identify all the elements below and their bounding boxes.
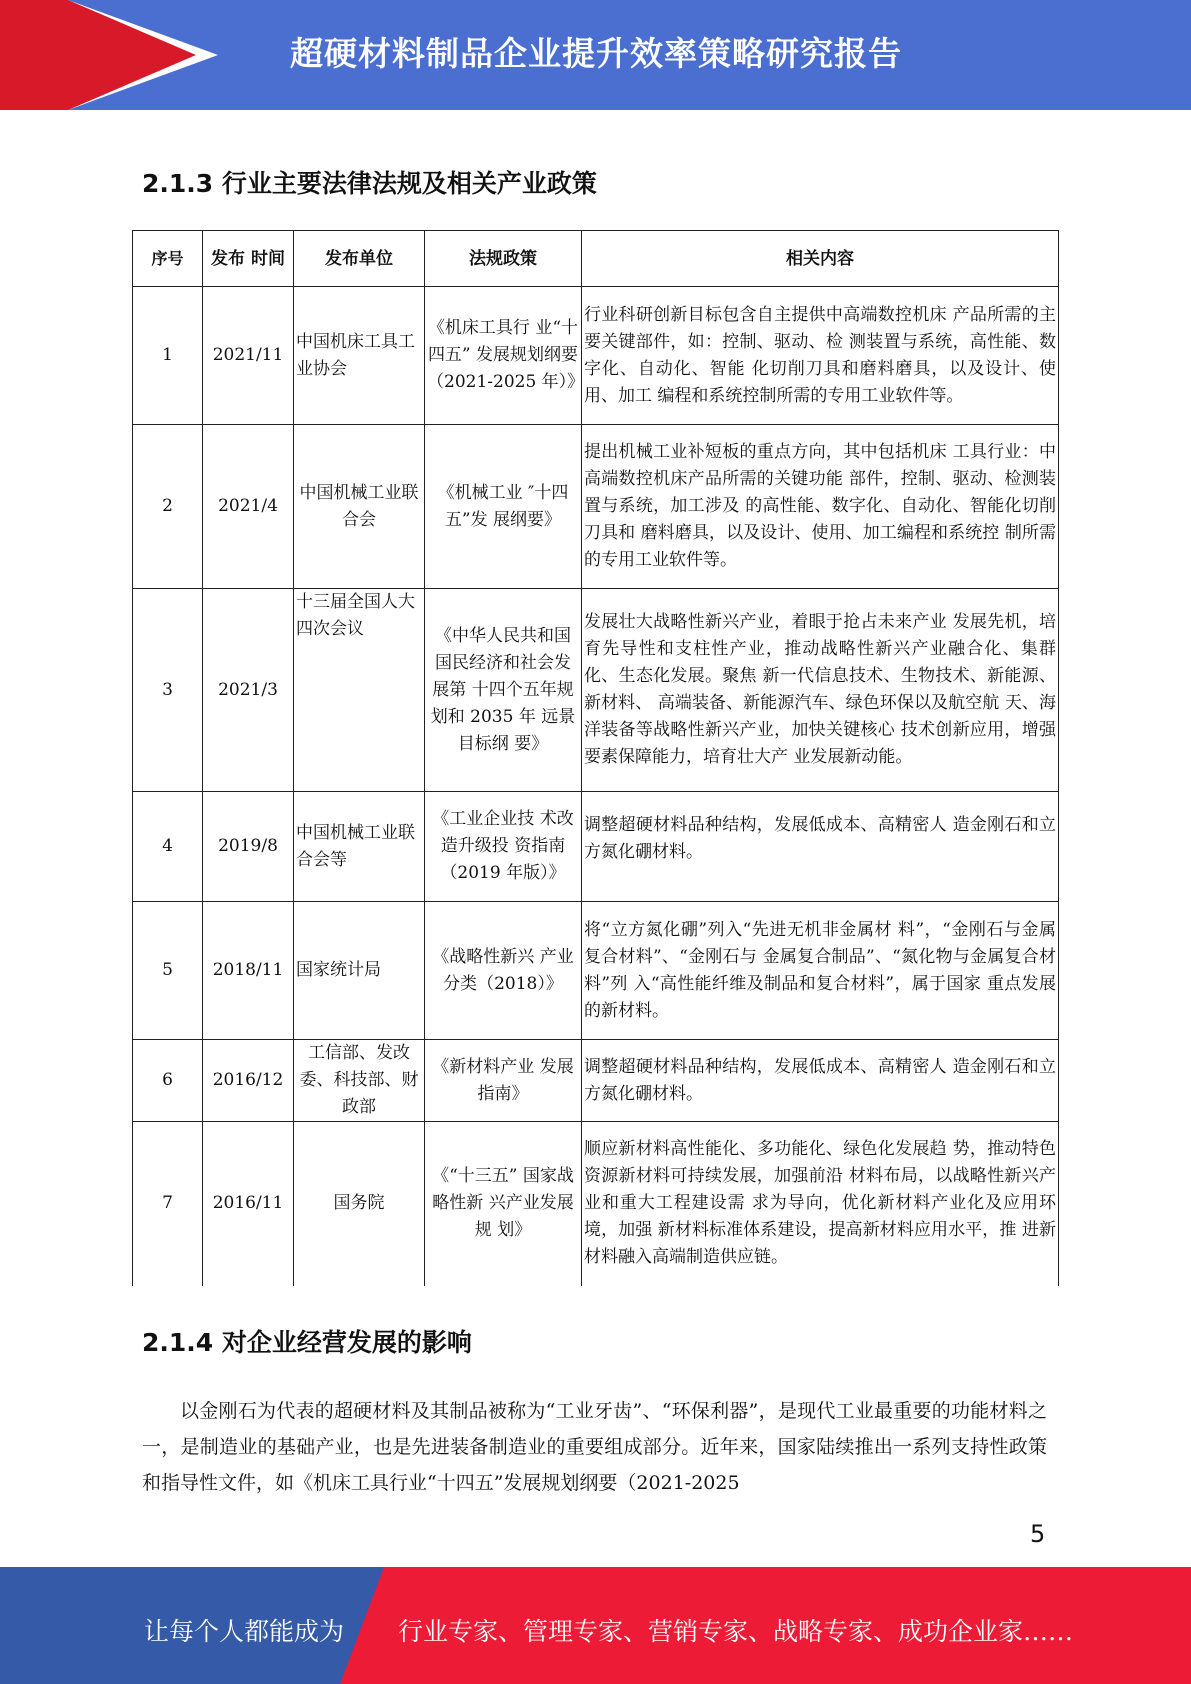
row-content: 将“立方氮化硼”列入“先进无机非金属材 料”，“金刚石与金属复合材料”、“金刚石与 金属复合制品”、“氮化物与金属复合材料”列 入“高性能纤维及制品和复合材料”，属于国家 重点发展的新材料。 bbox=[582, 902, 1059, 1040]
row-number: 6 bbox=[133, 1040, 203, 1122]
row-date: 2021/11 bbox=[203, 287, 294, 425]
header-chevron-red bbox=[68, 0, 196, 110]
row-unit: 国务院 bbox=[294, 1122, 425, 1286]
row-date: 2019/8 bbox=[203, 792, 294, 902]
row-policy: 《中华人民共和国国民经济和社会发展第 十四个五年规 划和 2035 年 远景目标纲 要》 bbox=[425, 589, 582, 792]
row-policy: 《战略性新兴 产业分类（2018）》 bbox=[425, 902, 582, 1040]
table-header-row bbox=[133, 231, 1059, 287]
policy-table bbox=[132, 230, 1059, 1286]
row-policy: 《新材料产业 发展指南》 bbox=[425, 1040, 582, 1122]
row-content: 调整超硬材料品种结构，发展低成本、高精密人 造金刚石和立方氮化硼材料。 bbox=[582, 1040, 1059, 1122]
row-date: 2018/11 bbox=[203, 902, 294, 1040]
table-row bbox=[133, 287, 1059, 425]
row-policy: 《机械工业 ″十四五”发 展纲要》 bbox=[425, 425, 582, 589]
row-content: 行业科研创新目标包含自主提供中高端数控机床 产品所需的主要关键部件，如：控制、驱动、检 测装置与系统，高性能、数字化、自动化、智能 化切削刀具和磨料磨具，以及设计、使用、加工 编程和系统控制所需的专用工业软件等。 bbox=[582, 287, 1059, 425]
header-cell-policy: 法规政策 bbox=[425, 231, 582, 287]
table-row bbox=[133, 902, 1059, 1040]
row-unit: 中国机械工业联合会 bbox=[294, 425, 425, 589]
row-policy: 《工业企业技 术改造升级投 资指南（2019 年版）》 bbox=[425, 792, 582, 902]
row-content: 调整超硬材料品种结构，发展低成本、高精密人 造金刚石和立方氮化硼材料。 bbox=[582, 792, 1059, 902]
footer-slogan-left: 让每个人都能成为 bbox=[144, 1617, 345, 1646]
row-content: 提出机械工业补短板的重点方向，其中包括机床 工具行业：中高端数控机床产品所需的关键功能 部件，控制、驱动、检测装置与系统，加工涉及 的高性能、数字化、自动化、智能化切削刀具和 磨料磨具，以及设计、使用、加工编程和系统控 制所需的专用工业软件等。 bbox=[582, 425, 1059, 589]
header-cell-content: 相关内容 bbox=[582, 231, 1059, 287]
body-paragraph: 以金刚石为代表的超硬材料及其制品被称为“工业牙齿”、“环保利器”，是现代工业最重要的功能材料之一，是制造业的基础产业，也是先进装备制造业的重要组成部分。近年来，国家陆续推出一系列支持性政策和指导性文件，如《机床工具行业“十四五”发展规划纲要（2021-2025 bbox=[142, 1400, 1047, 1494]
table-row bbox=[133, 792, 1059, 902]
header-red-shape bbox=[0, 0, 68, 110]
page-number: 5 bbox=[1030, 1520, 1046, 1548]
footer-slogan-right: 行业专家、管理专家、营销专家、战略专家、成功企业家…… bbox=[398, 1617, 1074, 1646]
row-number: 2 bbox=[133, 425, 203, 589]
table-row bbox=[133, 1122, 1059, 1286]
header-cell-unit: 发布单位 bbox=[294, 231, 425, 287]
row-content: 发展壮大战略性新兴产业，着眼于抢占未来产业 发展先机，培育先导性和支柱性产业，推动战略性新兴产业融合化、集群化、生态化发展。聚焦 新一代信息技术、生物技术、新能源、新材料、 高端装备、新能源汽车、绿色环保以及航空航 天、海洋装备等战略性新兴产业，加快关键核心 技术创新应用，增强要素保障能力，培育壮大产 业发展新动能。 bbox=[582, 589, 1059, 792]
row-date: 2016/12 bbox=[203, 1040, 294, 1122]
row-number: 1 bbox=[133, 287, 203, 425]
report-title: 超硬材料制品企业提升效率策略研究报告 bbox=[290, 34, 902, 73]
row-unit: 国家统计局 bbox=[294, 902, 425, 1040]
header-cell-date: 发布 时间 bbox=[203, 231, 294, 287]
row-policy: 《“十三五” 国家战略性新 兴产业发展规 划》 bbox=[425, 1122, 582, 1286]
row-date: 2021/3 bbox=[203, 589, 294, 792]
table-row bbox=[133, 1040, 1059, 1122]
row-policy: 《机床工具行 业“十四五” 发展规划纲要（2021-2025 年）》 bbox=[425, 287, 582, 425]
row-number: 3 bbox=[133, 589, 203, 792]
table-row bbox=[133, 589, 1059, 792]
row-unit: 中国机械工业联合会等 bbox=[294, 792, 425, 902]
row-number: 5 bbox=[133, 902, 203, 1040]
row-date: 2021/4 bbox=[203, 425, 294, 589]
row-number: 4 bbox=[133, 792, 203, 902]
row-unit: 十三届全国人大四次会议 bbox=[294, 589, 425, 792]
row-content: 顺应新材料高性能化、多功能化、绿色化发展趋 势，推动特色资源新材料可持续发展，加强前沿 材料布局，以战略性新兴产业和重大工程建设需 求为导向，优化新材料产业化及应用环境，加强 新材料标准体系建设，提高新材料应用水平，推 进新材料融入高端制造供应链。 bbox=[582, 1122, 1059, 1286]
section-heading-impact: 2.1.4 对企业经营发展的影响 bbox=[142, 1328, 472, 1357]
row-unit: 工信部、发改委、科技部、财政部 bbox=[294, 1040, 425, 1122]
header-cell-number: 序号 bbox=[133, 231, 203, 287]
row-number: 7 bbox=[133, 1122, 203, 1286]
table-row bbox=[133, 425, 1059, 589]
row-unit: 中国机床工具工业协会 bbox=[294, 287, 425, 425]
row-date: 2016/11 bbox=[203, 1122, 294, 1286]
section-heading-policies: 2.1.3 行业主要法律法规及相关产业政策 bbox=[142, 169, 597, 198]
